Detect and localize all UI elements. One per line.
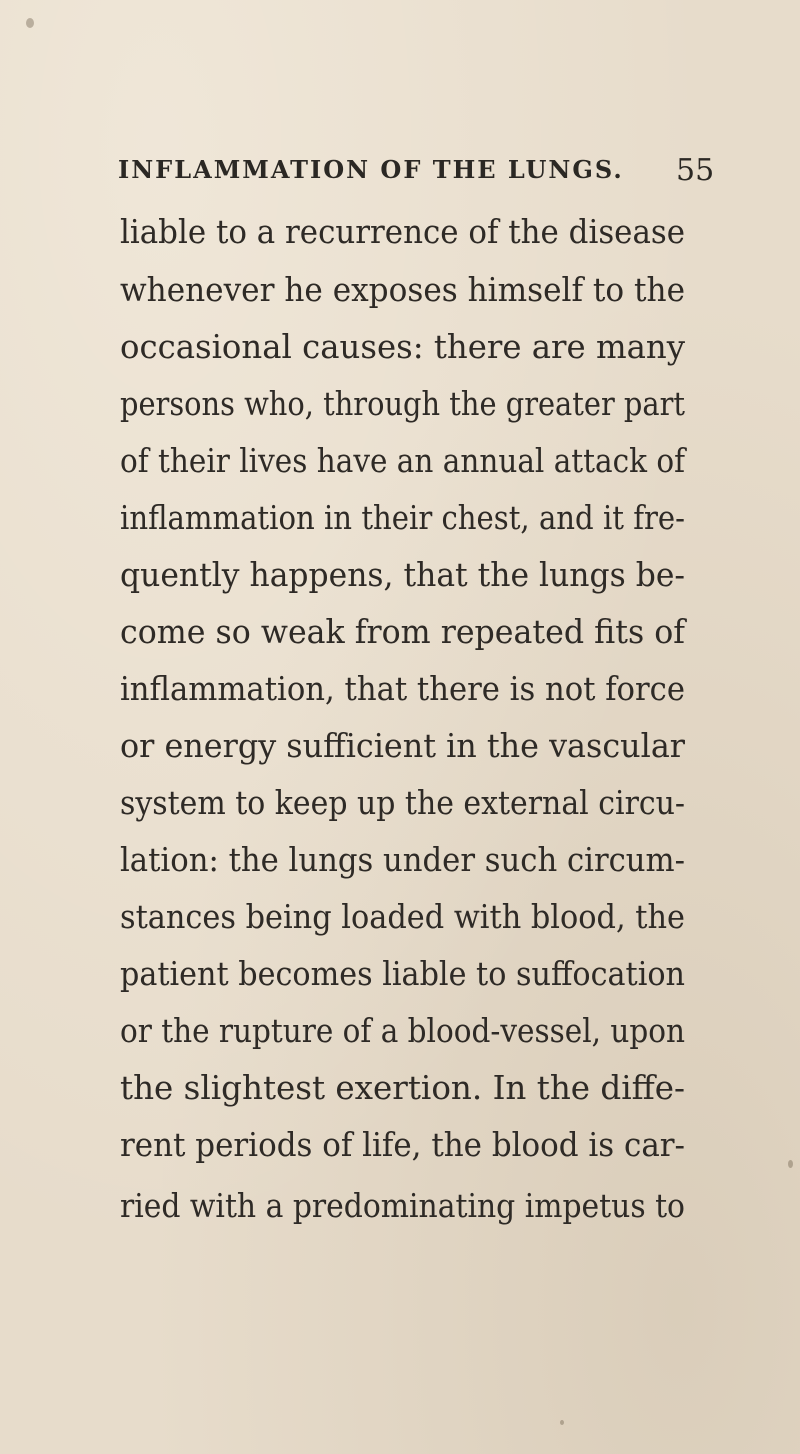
text-line: or the rupture of a blood-vessel, upon [120, 1011, 686, 1050]
text-line: stances being loaded with blood, the [120, 897, 685, 936]
text-line: inflammation in their chest, and it fre- [120, 498, 685, 537]
text-line: come so weak from repeated fits of [120, 612, 686, 651]
text-line: patient becomes liable to suffocation [120, 954, 686, 993]
text-line: liable to a recurrence of the disease [120, 212, 686, 251]
running-head-title: INFLAMMATION OF THE LUNGS. [118, 155, 624, 184]
running-head [118, 155, 718, 195]
text-line: system to keep up the external circu- [120, 783, 686, 822]
paper-speck [560, 1420, 564, 1425]
paper-speck [26, 18, 34, 28]
paper-speck [788, 1160, 793, 1168]
text-line: persons who, through the greater part [120, 384, 685, 423]
text-line: whenever he exposes himself to the [120, 270, 686, 309]
text-line: ried with a predominating impetus to [120, 1186, 685, 1225]
text-line: lation: the lungs under such circum- [120, 840, 686, 879]
text-line: or energy sufficient in the vascular [120, 726, 686, 765]
page-number: 55 [676, 153, 715, 188]
text-line: the slightest exertion. In the diffe- [120, 1068, 686, 1107]
text-line: inflammation, that there is not force [120, 669, 685, 708]
text-line: occasional causes: there are many [120, 327, 686, 366]
text-line: rent periods of life, the blood is car- [120, 1125, 686, 1164]
text-line: of their lives have an annual attack of [120, 441, 686, 480]
text-line: quently happens, that the lungs be- [120, 555, 686, 594]
